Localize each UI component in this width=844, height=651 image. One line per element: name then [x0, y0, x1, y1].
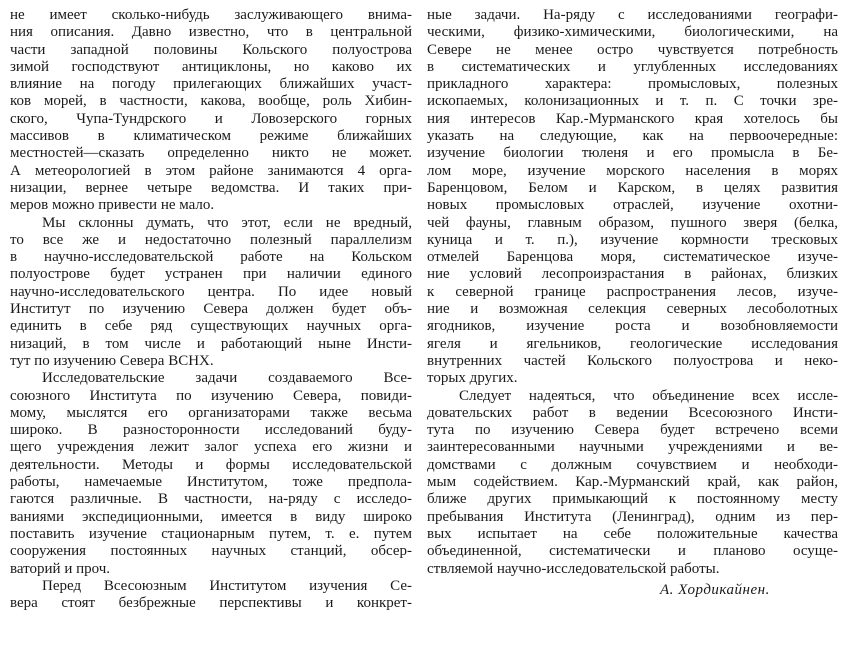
- text-line: ные задачи. На-ряду с исследованиями географи-: [427, 7, 838, 23]
- text-line: не имеет сколько-нибудь заслуживающего внима-: [10, 7, 412, 23]
- text-line: в систематических и углубленных исследованиях: [427, 58, 838, 75]
- text-line: ния интересов Кар.-Мурманского края хотелось бы: [427, 110, 838, 127]
- text-line: массивов в климатическом режиме ближайших: [10, 128, 412, 145]
- text-line: местностей—сказать определенно никто не может.: [10, 145, 412, 162]
- text-line: деятельности. Методы и формы исследовательской: [10, 456, 412, 473]
- paragraph: [10, 215, 412, 371]
- text-line: ствляемой научно-исследовательской работы.: [427, 560, 720, 577]
- text-line: полуострове будет устранен при наличии единого: [10, 266, 412, 283]
- text-line: заинтересованными научными учреждениями и ве-: [427, 439, 838, 456]
- text-line: Институт по изучению Севера должен будет объ-: [10, 301, 412, 318]
- text-line: союзного Института по изучению Севера, повиди-: [10, 387, 412, 404]
- author-signature: А. Хордикайнен.: [660, 582, 770, 598]
- text-line: ния описания. Давно известно, что в центральной: [10, 24, 412, 41]
- text-line: тута по изучению Севера будет встречено всеми: [427, 422, 838, 439]
- text-line: ягеля и ягельников, геологические исследования: [427, 335, 838, 352]
- text-line: единить в себе ряд существующих научных орга-: [10, 318, 412, 335]
- text-line: ваторий и проч.: [10, 560, 111, 577]
- text-line: работы, намечаемые Институтом, тоже предпола-: [10, 474, 412, 491]
- text-line: ние условий лесопроизрастания в районах, близких: [427, 266, 838, 283]
- text-line: чей фауны, главным образом, пушного зверя (белка,: [427, 214, 838, 231]
- text-line: торых других.: [427, 370, 518, 387]
- text-line: ископаемых, колонизационных и т. п. С точки зре-: [427, 93, 838, 110]
- text-line: изучение биологии тюленя и его промысла в Бе-: [427, 145, 838, 162]
- text-line: ческими, физико-химическими, биологическими, на: [427, 24, 838, 41]
- text-line: ягодников, изучение роста и возобновляемости: [427, 318, 838, 335]
- text-line: отмелей Баренцова моря, систематическое изуче-: [427, 249, 838, 266]
- text-line: вера стоят безбрежные перспективы и конкрет-: [10, 595, 412, 612]
- paragraph: [10, 578, 412, 613]
- text-line: то все же и недостаточно полезный параллелизм: [10, 231, 412, 248]
- text-line: влияние на погоду прилегающих ближайших участ-: [10, 76, 412, 93]
- text-line: пребывания Института (Ленинград), одним из пер-: [427, 508, 838, 525]
- paragraph: [427, 7, 838, 388]
- paragraph: [10, 7, 412, 215]
- text-line: мым содействием. Кар.-Мурманский край, как район,: [427, 474, 838, 491]
- text-line: довательских работ в ведении Всесоюзного Инсти-: [427, 404, 838, 421]
- text-line: научно-исследовательского центра. По идее новый: [10, 283, 412, 300]
- text-line: указать на следующие, как на первоочередные:: [427, 128, 838, 145]
- paragraph: [427, 388, 838, 578]
- text-line: Баренцовом, Белом и Карском, в целях развития: [427, 179, 838, 196]
- text-line: части западной половины Кольского полуострова: [10, 41, 412, 58]
- text-line: домствами с должным сочувствием и необходи-: [427, 456, 838, 473]
- text-line: мому, мыслятся его организаторами также весьма: [10, 404, 412, 421]
- text-line: меров можно привести не мало.: [10, 197, 215, 214]
- text-line: Мы склонны думать, что этот, если не вредный,: [42, 214, 412, 231]
- text-line: ваниями экспедиционными, имеется в виду широко: [10, 508, 412, 525]
- text-line: А метеорологией в этом районе занимаются 4 орга-: [10, 162, 412, 179]
- text-line: Перед Всесоюзным Институтом изучения Се-: [42, 577, 412, 594]
- text-line: Севере не менее остро чувствуется потребность: [427, 41, 838, 58]
- text-line: куница и т. п.), изучение кормности тресковых: [427, 231, 838, 248]
- text-line: ков морей, в частности, какова, вообще, роль Хибин-: [10, 93, 412, 110]
- text-column-right: [427, 7, 838, 578]
- text-line: лом море, изучение морского населения в морях: [427, 162, 838, 179]
- text-line: низации, вернее четыре ведомства. И таких при-: [10, 179, 412, 196]
- text-line: новых промысловых отраслей, изучение охотни-: [427, 197, 838, 214]
- text-line: в научно-исследовательской работе на Кольском: [10, 249, 412, 266]
- text-line: гаются различные. В частности, на-ряду с исследо-: [10, 491, 412, 508]
- text-line: щего учреждения лежит залог успеха его жизни и: [10, 439, 412, 456]
- text-line: ближе других примыкающий к постоянному месту: [427, 491, 838, 508]
- text-line: прикладного характера: промысловых, полезных: [427, 76, 838, 93]
- text-line: широко. В разносторонности исследований буду-: [10, 422, 412, 439]
- text-column-left: [10, 7, 412, 612]
- text-line: ского, Чупа-Тундрского и Ловозерского горных: [10, 110, 412, 127]
- text-line: ние и возможная селекция северных лесоболотных: [427, 301, 838, 318]
- text-line: зимой господствуют антициклоны, но каково их: [10, 58, 412, 75]
- text-line: внутренних частей Кольского полуострова и неко-: [427, 352, 838, 369]
- text-line: поставить изучение стационарным путем, т. е. путем: [10, 525, 412, 542]
- text-line: вых испытает на себе положительные качества: [427, 525, 838, 542]
- text-line: Исследовательские задачи создаваемого Все-: [42, 370, 412, 387]
- text-line: к северной границе распространения лесов, изуче-: [427, 283, 838, 300]
- text-line: низаций, в том числе и работающий ныне Инсти-: [10, 335, 412, 352]
- text-line: тут по изучению Севера ВСНХ.: [10, 352, 214, 369]
- text-line: Следует надеяться, что объединение всех иссле-: [459, 387, 838, 404]
- text-line: сооружения постоянных научных станций, обсер-: [10, 543, 412, 560]
- text-line: объединенной, систематически и планово осуще-: [427, 543, 838, 560]
- paragraph: [10, 370, 412, 578]
